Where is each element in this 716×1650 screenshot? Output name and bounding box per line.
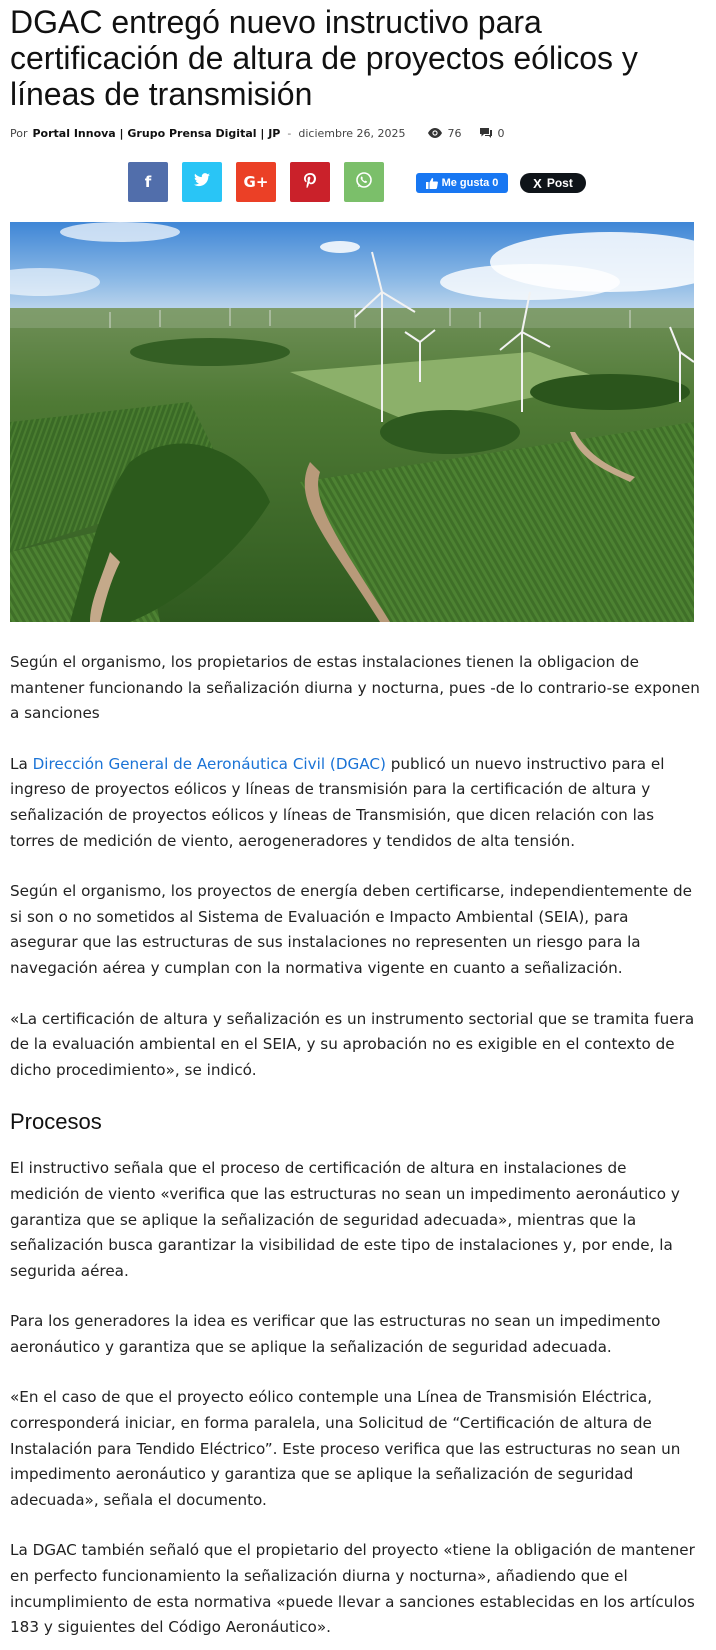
- dgac-link[interactable]: Dirección General de Aeronáutica Civil (DGAC): [32, 754, 386, 773]
- twitter-icon: [194, 173, 210, 191]
- author-link[interactable]: Portal Innova | Grupo Prensa Digital | JP: [32, 126, 281, 140]
- whatsapp-icon: [355, 171, 373, 193]
- article-body: [10, 650, 700, 1641]
- googleplus-share-button[interactable]: [236, 162, 276, 202]
- pinterest-icon: [304, 173, 316, 192]
- comments-icon[interactable]: [480, 128, 492, 138]
- wind-farm-landscape-photo-icon: [10, 222, 694, 622]
- article-paragraph: La DGAC también señaló que el propietario del proyecto «tiene la obligación de mantener en perfecto funcionamiento la señalización diurna y nocturna», añadiendo que el incumplimiento de esta normativa «puede llevar a sanciones establecidas en los artículos 183 y siguientes del Código Aeronáutico».: [10, 1541, 695, 1637]
- twitter-share-button[interactable]: [182, 162, 222, 202]
- paragraph-prefix: La: [10, 754, 28, 773]
- facebook-share-button[interactable]: [128, 162, 168, 202]
- article-title: DGAC entregó nuevo instructivo para certificación de altura de proyectos eólicos y líneas de transmisión: [10, 4, 638, 112]
- share-bar: [10, 162, 706, 202]
- googleplus-icon: G+: [243, 173, 269, 191]
- whatsapp-share-button[interactable]: [344, 162, 384, 202]
- facebook-icon: f: [144, 173, 152, 191]
- article-paragraph: «La certificación de altura y señalización es un instrumento sectorial que se tramita fuera de la evaluación ambiental en el SEIA, y su aprobación no es exigible en el contexto de dicho procedimiento», se indicó.: [10, 1009, 695, 1079]
- thumbs-up-icon: [426, 177, 438, 189]
- article-paragraph: «En el caso de que el proyecto eólico contemple una Línea de Transmisión Eléctrica, corresponderá iniciar, en forma paralela, una Solicitud de “Certificación de altura de Instalación para Tendido Eléctrico”. Este proceso verifica que las estructuras no sean un impedimento aeronáutico y garantiza que se aplique la señalización de seguridad adecuada», señala el documento.: [10, 1388, 681, 1509]
- hero-image: [10, 222, 694, 622]
- meta-separator: -: [287, 126, 292, 140]
- publish-date: diciembre 26, 2025: [298, 126, 406, 140]
- article-paragraph: El instructivo señala que el proceso de certificación de altura en instalaciones de medición de viento «verifica que las estructuras no sean un impedimento aeronáutico y garantiza que se aplique la señalización de seguridad adecuada», mientras que la señalización busca garantizar la visibilidad de este tipo de instalaciones y, por ende, la segurida aérea.: [10, 1159, 680, 1280]
- x-logo-icon: X: [533, 175, 542, 191]
- article-paragraph: Según el organismo, los propietarios de estas instalaciones tienen la obligacion de mantener funcionando la señalización diurna y nocturna, pues -de lo contrario-se exponen a sanciones: [10, 653, 700, 723]
- view-count: 76: [447, 126, 462, 140]
- pinterest-share-button[interactable]: [290, 162, 330, 202]
- section-heading: Procesos: [10, 1109, 102, 1135]
- facebook-like-button[interactable]: [416, 173, 508, 193]
- article-meta: [10, 124, 706, 142]
- like-label: Me gusta 0: [441, 177, 499, 189]
- x-post-button[interactable]: [520, 173, 586, 193]
- paragraph-text: publicó un nuevo instructivo para el ingreso de proyectos eólicos y líneas de transmisión para la certificación de altura y señalización de proyectos eólicos y líneas de Transmisión, que dicen relación con las torres de medición de viento, aerogeneradores y tendidos de alta tensión.: [10, 754, 665, 850]
- article-paragraph: Para los generadores la idea es verificar que las estructuras no sean un impedimento aeronáutico y garantiza que se aplique la señalización de seguridad adecuada.: [10, 1312, 661, 1356]
- article: [10, 0, 706, 1650]
- post-label: Post: [546, 176, 573, 190]
- article-paragraph: Según el organismo, los proyectos de energía deben certificarse, independientemente de si son o no sometidos al Sistema de Evaluación e Impacto Ambiental (SEIA), para asegurar que las estructuras de sus instalaciones no representen un riesgo para la navegación aérea y cumplan con la normativa vigente en cuanto a señalización.: [10, 882, 693, 977]
- by-label: Por: [10, 126, 28, 140]
- article-paragraph: [10, 752, 700, 854]
- comment-count[interactable]: 0: [497, 126, 505, 140]
- eye-icon: [428, 128, 442, 138]
